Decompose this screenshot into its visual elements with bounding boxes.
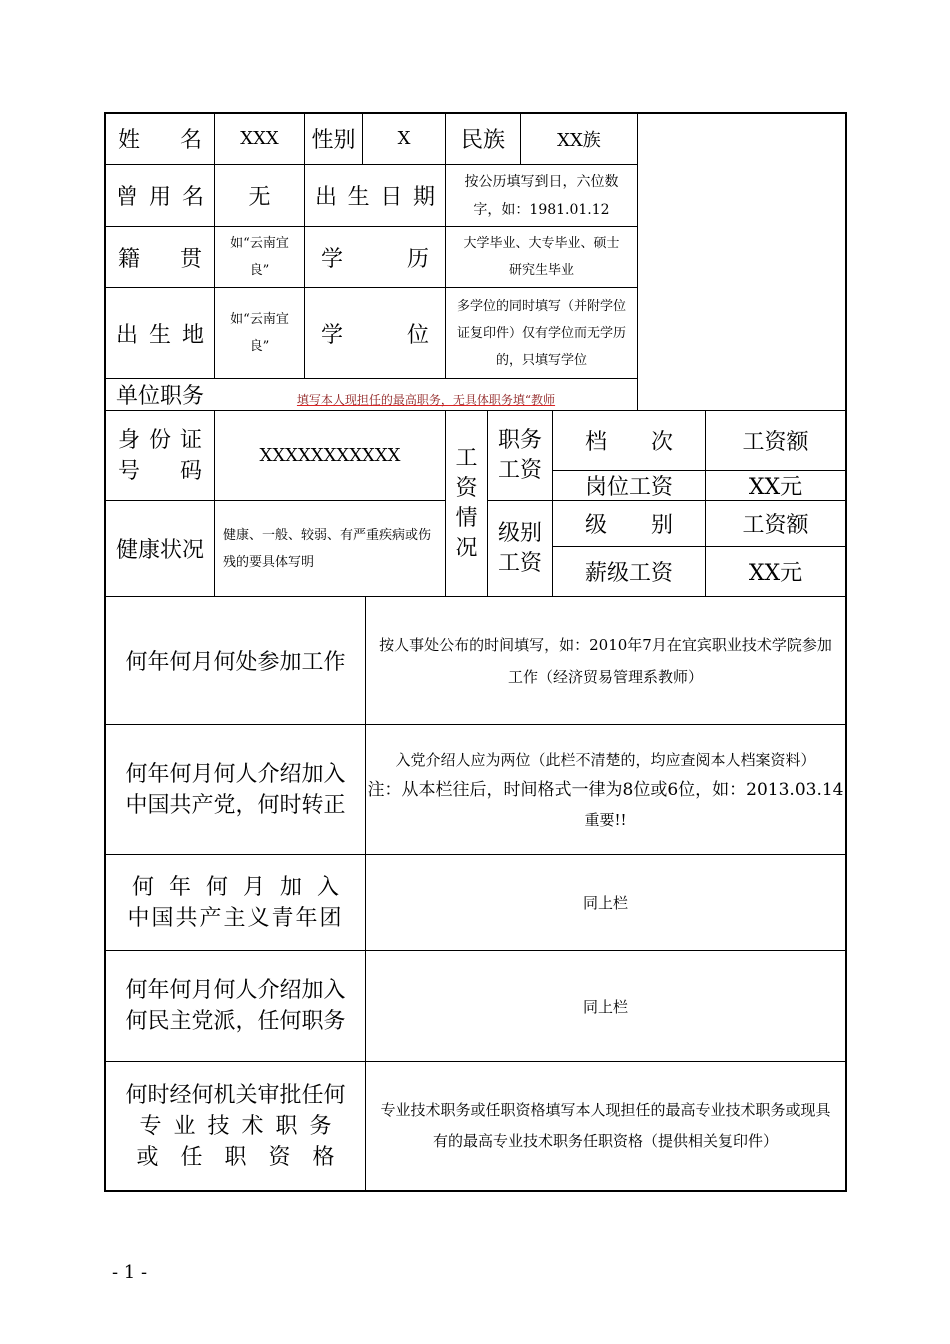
education-label: 学 历 [321, 246, 429, 272]
party-label [106, 725, 365, 854]
scale-salary-value[interactable]: XX元 [748, 561, 803, 586]
party-value-line2: 注：从本栏往后，时间格式一律为8位或6位，如：2013.03.14 [367, 779, 844, 800]
former-name-label: 曾 用 名 [116, 185, 204, 210]
tech-value[interactable]: 专业技术职务或任职资格填写本人现担任的最高专业技术职务或现具有的最高专业技术职务任职资格（提供相关复印件） [380, 1101, 831, 1150]
former-name-value[interactable]: 无 [248, 185, 271, 210]
job-title-value[interactable] [215, 388, 637, 410]
democratic-value[interactable]: 同上栏 [582, 997, 628, 1016]
tech-label-line3: 或任职资格 [136, 1144, 357, 1170]
education-value[interactable]: 大学毕业、大专毕业、硕士研究生毕业 [463, 236, 620, 278]
native-place-label: 籍 贯 [118, 246, 202, 272]
id-label: 身 份 证 号 码 [118, 427, 202, 484]
democratic-label [106, 951, 365, 1061]
birth-date-value[interactable]: 按公历填写到日，六位数字，如：1981.01.12 [464, 173, 619, 218]
party-value-line3: 重要!! [584, 810, 627, 829]
birth-date-label: 出 生 日 期 [315, 185, 435, 210]
level-label: 级 别 [585, 513, 673, 538]
health-value[interactable]: 健康、一般、较弱、有严重疾病或伤残的要具体写明 [223, 527, 432, 570]
party-label-line1: 何年何月何人介绍加入 [125, 761, 346, 787]
job-title-label: 单位职务 [115, 384, 204, 409]
democratic-label-line1: 何年何月何人介绍加入 [125, 978, 346, 1003]
name-value[interactable]: XXX [240, 128, 279, 149]
party-value-line1: 入党介绍人应为两位（此栏不清楚的，均应查阅本人档案资料） [395, 750, 816, 769]
league-label-line2: 中国共产主义青年团 [127, 905, 344, 931]
ethnicity-label: 民族 [460, 128, 505, 153]
grade-label: 档 次 [585, 430, 673, 455]
tech-label-line2: 专业技术职务 [139, 1113, 344, 1139]
work-start-label: 何年何月何处参加工作 [125, 650, 346, 675]
democratic-label-line2: 何民主党派，任何职务 [125, 1009, 346, 1034]
amount-label-1: 工资额 [742, 430, 809, 455]
tech-label-line1: 何时经何机关审批任何 [125, 1082, 346, 1108]
amount-label-2: 工资额 [742, 513, 809, 538]
job-title-text: 填写本人现担任的最高职务，无具体职务填“教师 [296, 392, 556, 407]
league-label-line1: 何年何月加入 [131, 874, 354, 900]
degree-value[interactable]: 多学位的同时填写（并附学位证复印件）仅有学位而无学历的，只填写学位 [456, 298, 626, 368]
post-salary-value[interactable]: XX元 [748, 475, 803, 500]
salary-label: 工资情况 [455, 445, 478, 561]
native-place-value[interactable]: 如“云南宜良” [230, 236, 289, 278]
scale-salary-label: 薪级工资 [584, 561, 673, 586]
degree-label: 学 位 [321, 322, 429, 348]
league-label [106, 855, 365, 950]
party-value[interactable] [366, 725, 845, 854]
tech-label [106, 1062, 365, 1190]
gender-label: 性别 [311, 128, 356, 153]
page-number: - 1 - [112, 1262, 148, 1283]
league-value[interactable]: 同上栏 [582, 894, 628, 912]
post-salary-label: 岗位工资 [584, 475, 673, 500]
birthplace-value[interactable]: 如“云南宜良” [230, 312, 289, 354]
position-salary-label: 职务工资 [498, 427, 543, 483]
id-value[interactable]: XXXXXXXXXXX [259, 445, 401, 466]
birthplace-label: 出 生 地 [116, 322, 204, 348]
ethnicity-value[interactable]: XX族 [557, 129, 601, 151]
party-label-line2: 中国共产党，何时转正 [125, 792, 346, 818]
work-start-value[interactable]: 按人事处公布的时间填写，如：2010年7月在宜宾职业技术学院参加工作（经济贸易管理系教师） [379, 635, 832, 686]
gender-value[interactable]: X [397, 128, 411, 149]
name-label: 姓 名 [118, 128, 202, 153]
health-label: 健康状况 [115, 538, 204, 563]
level-salary-label: 级别工资 [498, 520, 543, 576]
